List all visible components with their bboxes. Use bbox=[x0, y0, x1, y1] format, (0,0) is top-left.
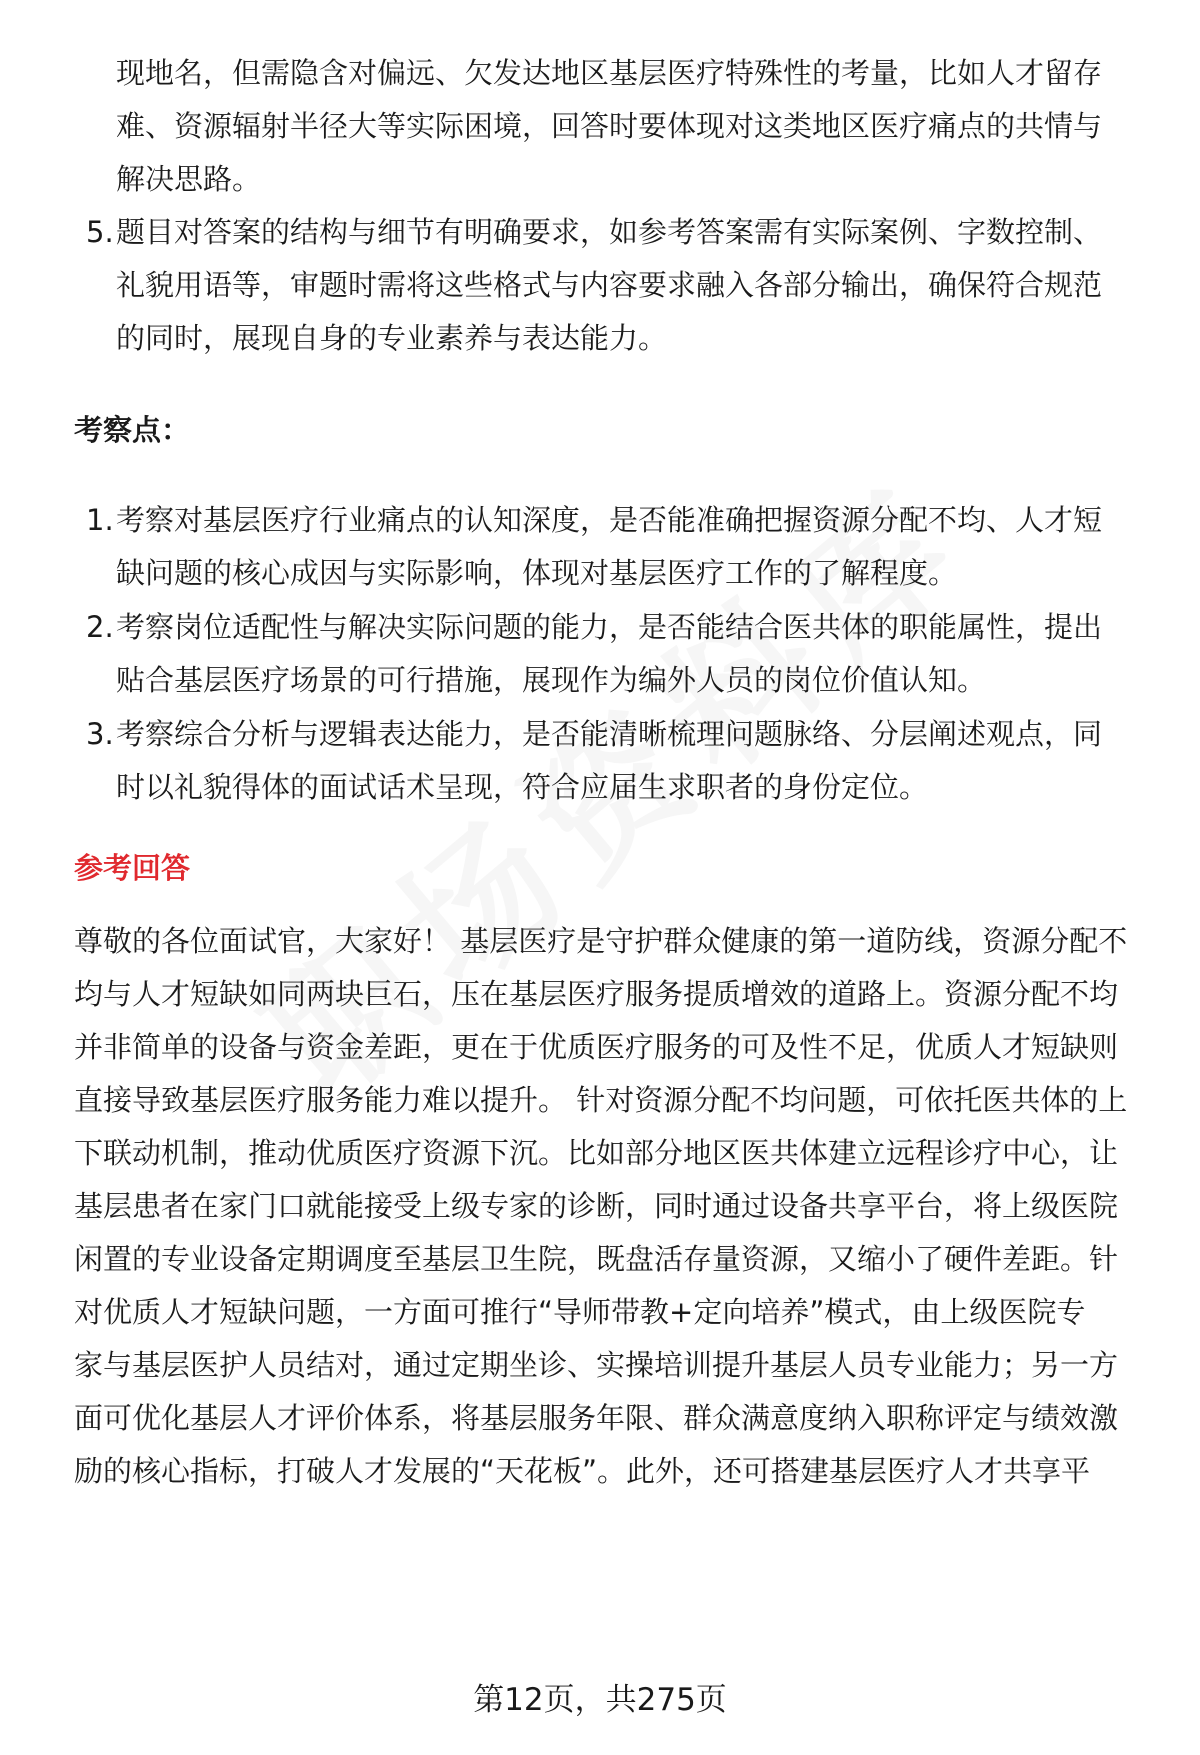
answer-line-9: 家与基层医护人员结对，通过定期坐诊、实操培训提升基层人员专业能力；另一方 bbox=[74, 1348, 1119, 1382]
answer-heading: 参考回答 bbox=[74, 851, 191, 885]
kaochadian-item3-number: 3. bbox=[86, 717, 114, 751]
answer-line-5: 下联动机制，推动优质医疗资源下沉。比如部分地区医共体建立远程诊疗中心，让 bbox=[74, 1136, 1119, 1170]
kaochadian-item2-line-2: 贴合基层医疗场景的可行措施，展现作为编外人员的岗位价值认知。 bbox=[116, 663, 987, 697]
kaochadian-item1-line-2: 缺问题的核心成因与实际影响，体现对基层医疗工作的了解程度。 bbox=[116, 556, 958, 590]
item4-line-3: 解决思路。 bbox=[116, 162, 262, 196]
kaochadian-item2-line-1: 考察岗位适配性与解决实际问题的能力，是否能结合医共体的职能属性，提出 bbox=[116, 610, 1103, 644]
kaochadian-item3-line-2: 时以礼貌得体的面试话术呈现，符合应届生求职者的身份定位。 bbox=[116, 770, 929, 804]
answer-line-8: 对优质人才短缺问题，一方面可推行“导师带教+定向培养”模式，由上级医院专 bbox=[74, 1295, 1086, 1329]
item5-number: 5. bbox=[86, 215, 114, 249]
item5-line-3: 的同时，展现自身的专业素养与表达能力。 bbox=[116, 321, 668, 355]
answer-line-1: 尊敬的各位面试官，大家好！ 基层医疗是守护群众健康的第一道防线，资源分配不 bbox=[74, 924, 1128, 958]
page-footer: 第12页，共275页 bbox=[473, 1682, 727, 1718]
item5-line-2: 礼貌用语等，审题时需将这些格式与内容要求融入各部分输出，确保符合规范 bbox=[116, 268, 1103, 302]
answer-line-4: 直接导致基层医疗服务能力难以提升。 针对资源分配不均问题，可依托医共体的上 bbox=[74, 1083, 1128, 1117]
answer-line-7: 闲置的专业设备定期调度至基层卫生院，既盘活存量资源，又缩小了硬件差距。针 bbox=[74, 1242, 1119, 1276]
item4-line-1: 现地名，但需隐含对偏远、欠发达地区基层医疗特殊性的考量，比如人才留存 bbox=[116, 56, 1103, 90]
kaochadian-item1-number: 1. bbox=[86, 503, 114, 537]
kaochadian-heading: 考察点： bbox=[74, 413, 191, 447]
answer-line-2: 均与人才短缺如同两块巨石，压在基层医疗服务提质增效的道路上。资源分配不均 bbox=[74, 977, 1119, 1011]
answer-line-6: 基层患者在家门口就能接受上级专家的诊断，同时通过设备共享平台，将上级医院 bbox=[74, 1189, 1119, 1223]
answer-line-3: 并非简单的设备与资金差距，更在于优质医疗服务的可及性不足，优质人才短缺则 bbox=[74, 1030, 1119, 1064]
answer-line-11: 励的核心指标，打破人才发展的“天花板”。此外，还可搭建基层医疗人才共享平 bbox=[74, 1454, 1091, 1488]
item4-line-2: 难、资源辐射半径大等实际困境，回答时要体现对这类地区医疗痛点的共情与 bbox=[116, 109, 1103, 143]
kaochadian-item1-line-1: 考察对基层医疗行业痛点的认知深度，是否能准确把握资源分配不均、人才短 bbox=[116, 503, 1103, 537]
kaochadian-item2-number: 2. bbox=[86, 610, 114, 644]
item5-line-1: 题目对答案的结构与细节有明确要求，如参考答案需有实际案例、字数控制、 bbox=[116, 215, 1103, 249]
kaochadian-item3-line-1: 考察综合分析与逻辑表达能力，是否能清晰梳理问题脉络、分层阐述观点，同 bbox=[116, 717, 1103, 751]
answer-line-10: 面可优化基层人才评价体系，将基层服务年限、群众满意度纳入职称评定与绩效激 bbox=[74, 1401, 1119, 1435]
